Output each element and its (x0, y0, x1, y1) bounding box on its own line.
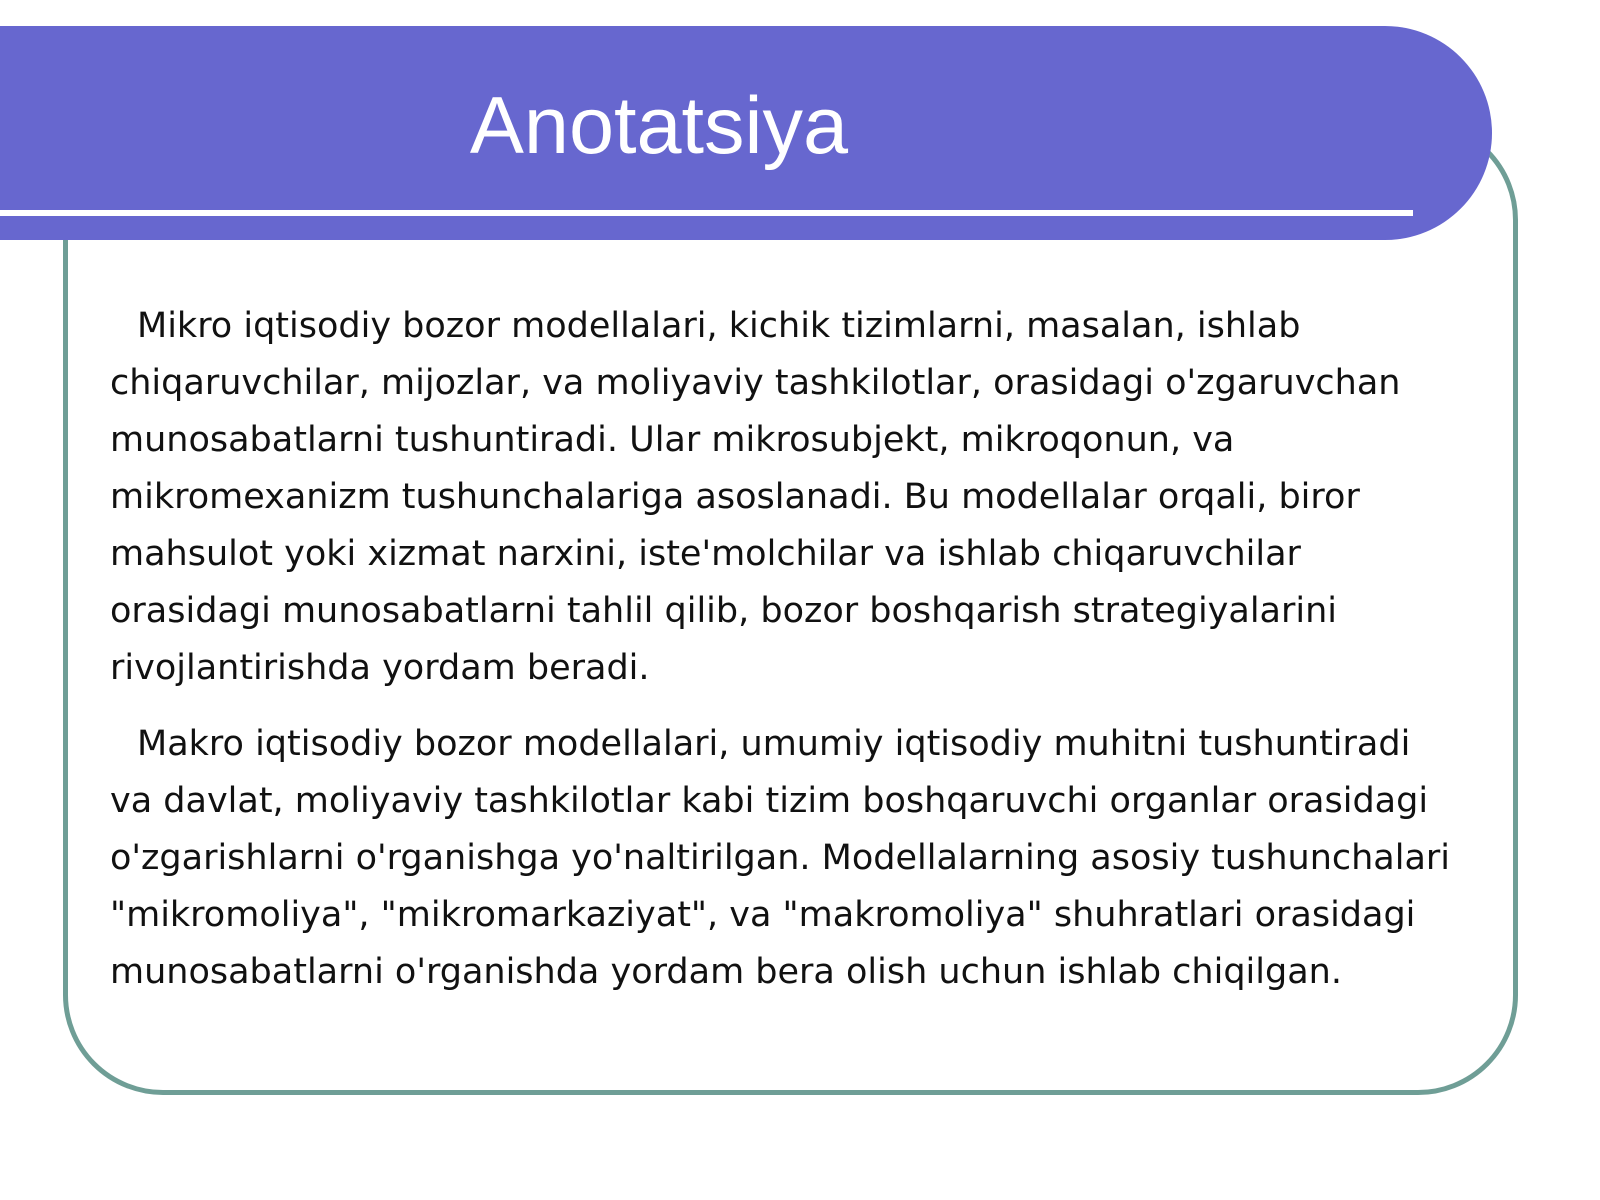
body-text-2 (110, 716, 1520, 1001)
title-underline (0, 210, 1413, 216)
slide-title: Anotatsiya (469, 81, 849, 171)
paragraph-macro: Makro iqtisodiy bozor modellalari, umumiy iqtisodiy muhitni tushuntiradi va davlat, moliyaviy tashkilotlar kabi tizim boshqaruvchi organlar orasidagi o'zgarishlarni o'rganishga yo'naltirilgan. Modellalarning asosiy tushunchalari "mikromoliya", "mikromarkaziyat", va "makromoliya" shuhratlari orasidagi munosabatlarni o'rganishda yordam bera olish uchun ishlab chiqilgan. (110, 724, 1451, 992)
body-text (110, 298, 1520, 697)
paragraph-micro: Mikro iqtisodiy bozor modellalari, kichik tizimlarni, masalan, ishlab chiqaruvchilar, mijozlar, va moliyaviy tashkilotlar, orasidagi o'zgaruvchan munosabatlarni tushuntiradi. Ular mikrosubjekt, mikroqonun, va mikromexanizm tushunchalariga asoslanadi. Bu modellalar orqali, biror mahsulot yoki xizmat narxini, iste'molchilar va ishlab chiqaruvchilar orasidagi munosabatlarni tahlil qilib, bozor boshqarish strategiyalarini rivojlantirishda yordam beradi. (110, 306, 1401, 688)
